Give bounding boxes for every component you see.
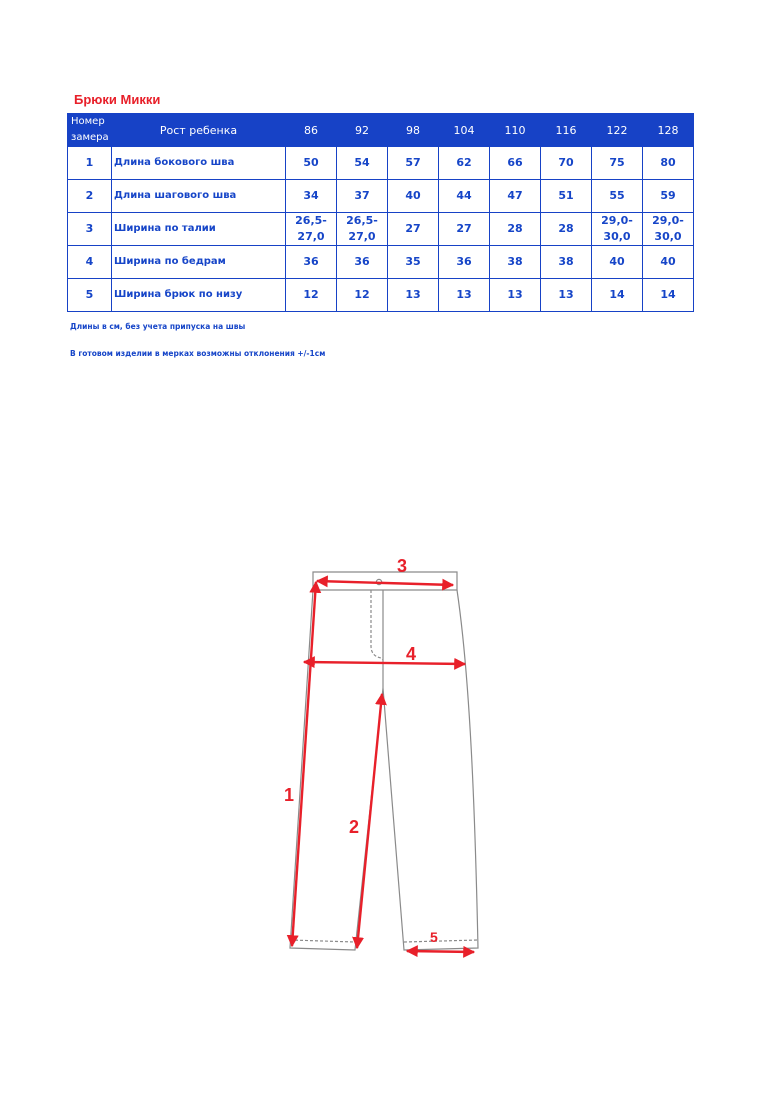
header-size-122: 122 bbox=[592, 114, 643, 147]
label-1: 1 bbox=[284, 785, 295, 805]
table-cell: 40 bbox=[643, 246, 694, 279]
table-cell: 14 bbox=[592, 279, 643, 312]
header-size-110: 110 bbox=[490, 114, 541, 147]
left-hem bbox=[290, 940, 355, 942]
table-row bbox=[68, 246, 694, 279]
table-cell: 29,0-30,0 bbox=[592, 213, 643, 246]
header-size-92: 92 bbox=[337, 114, 388, 147]
table-cell: 75 bbox=[592, 147, 643, 180]
table-cell: 44 bbox=[439, 180, 490, 213]
page-title: Брюки Микки bbox=[74, 92, 161, 107]
fly-placket bbox=[371, 590, 383, 660]
table-cell: 13 bbox=[388, 279, 439, 312]
table-cell: 29,0-30,0 bbox=[643, 213, 694, 246]
table-cell: 27 bbox=[439, 213, 490, 246]
table-cell: 26,5-27,0 bbox=[337, 213, 388, 246]
table-cell: 38 bbox=[541, 246, 592, 279]
header-number: Номер замера bbox=[68, 114, 112, 147]
header-size-98: 98 bbox=[388, 114, 439, 147]
table-cell: 80 bbox=[643, 147, 694, 180]
label-4: 4 bbox=[406, 644, 417, 664]
row-number: 2 bbox=[68, 180, 112, 213]
table-cell: 28 bbox=[490, 213, 541, 246]
table-cell: 66 bbox=[490, 147, 541, 180]
table-cell: 47 bbox=[490, 180, 541, 213]
table-row bbox=[68, 279, 694, 312]
note-tolerance: В готовом изделии в мерках возможны отклонения +/-1см bbox=[70, 349, 326, 358]
table-cell: 13 bbox=[439, 279, 490, 312]
measure-line-4 bbox=[304, 662, 465, 664]
row-name: Длина шагового шва bbox=[112, 180, 286, 213]
table-cell: 13 bbox=[490, 279, 541, 312]
header-size-86: 86 bbox=[286, 114, 337, 147]
trousers-body bbox=[290, 590, 478, 950]
header-size-116: 116 bbox=[541, 114, 592, 147]
size-table bbox=[67, 113, 694, 312]
table-cell: 36 bbox=[439, 246, 490, 279]
label-3: 3 bbox=[397, 556, 408, 576]
table-cell: 36 bbox=[286, 246, 337, 279]
row-name: Ширина брюк по низу bbox=[112, 279, 286, 312]
right-hem bbox=[404, 940, 478, 942]
label-5: 5 bbox=[430, 929, 438, 945]
table-cell: 57 bbox=[388, 147, 439, 180]
table-cell: 50 bbox=[286, 147, 337, 180]
table-cell: 13 bbox=[541, 279, 592, 312]
table-cell: 40 bbox=[388, 180, 439, 213]
table-cell: 27 bbox=[388, 213, 439, 246]
table-cell: 14 bbox=[643, 279, 694, 312]
table-cell: 51 bbox=[541, 180, 592, 213]
row-name: Длина бокового шва bbox=[112, 147, 286, 180]
header-size-104: 104 bbox=[439, 114, 490, 147]
row-number: 5 bbox=[68, 279, 112, 312]
measurement-labels bbox=[284, 556, 438, 945]
table-cell: 36 bbox=[337, 246, 388, 279]
row-name: Ширина по бедрам bbox=[112, 246, 286, 279]
table-cell: 28 bbox=[541, 213, 592, 246]
row-name: Ширина по талии bbox=[112, 213, 286, 246]
row-number: 3 bbox=[68, 213, 112, 246]
table-cell: 54 bbox=[337, 147, 388, 180]
table-cell: 35 bbox=[388, 246, 439, 279]
table-row bbox=[68, 213, 694, 246]
table-cell: 59 bbox=[643, 180, 694, 213]
trousers-outline bbox=[290, 572, 478, 950]
measure-line-5 bbox=[407, 951, 474, 952]
table-cell: 37 bbox=[337, 180, 388, 213]
header-size-128: 128 bbox=[643, 114, 694, 147]
measure-line-3 bbox=[317, 581, 453, 585]
table-cell: 40 bbox=[592, 246, 643, 279]
table-cell: 70 bbox=[541, 147, 592, 180]
table-cell: 38 bbox=[490, 246, 541, 279]
note-lengths: Длины в см, без учета припуска на швы bbox=[70, 322, 246, 331]
table-row bbox=[68, 180, 694, 213]
row-number: 4 bbox=[68, 246, 112, 279]
trousers-diagram bbox=[270, 548, 500, 968]
table-cell: 55 bbox=[592, 180, 643, 213]
table-row bbox=[68, 147, 694, 180]
row-number: 1 bbox=[68, 147, 112, 180]
table-cell: 26,5-27,0 bbox=[286, 213, 337, 246]
table-cell: 12 bbox=[337, 279, 388, 312]
table-cell: 34 bbox=[286, 180, 337, 213]
table-cell: 62 bbox=[439, 147, 490, 180]
label-2: 2 bbox=[349, 817, 360, 837]
header-height: Рост ребенка bbox=[112, 114, 286, 147]
table-header-row bbox=[68, 114, 694, 147]
measure-line-2 bbox=[357, 694, 382, 948]
table-cell: 12 bbox=[286, 279, 337, 312]
measure-line-1 bbox=[292, 582, 316, 946]
